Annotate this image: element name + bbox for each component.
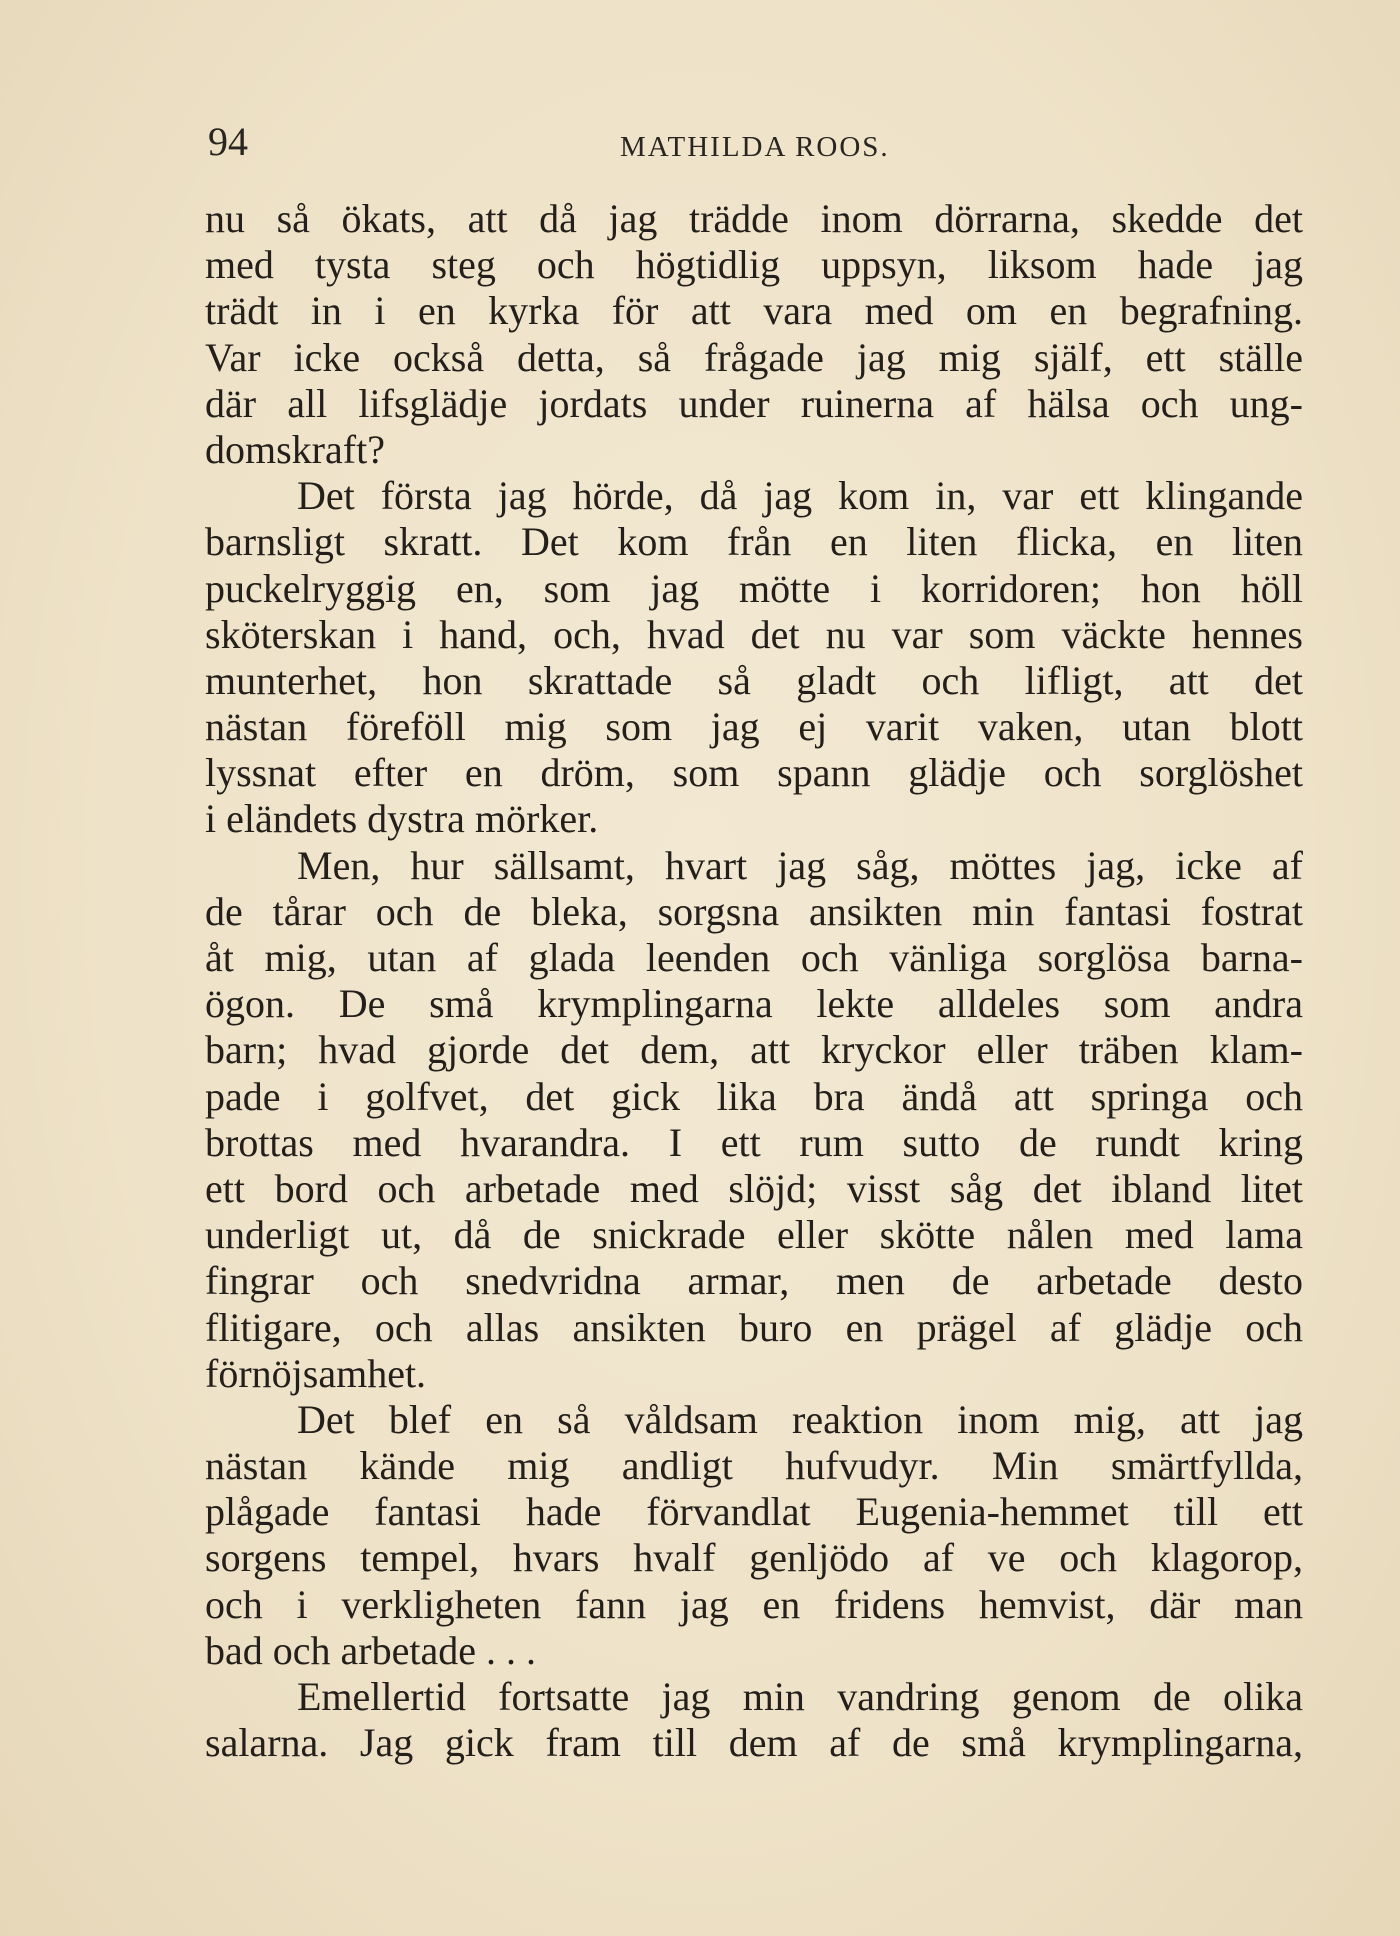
page-number: 94 xyxy=(208,119,248,164)
text-line: de tårar och de bleka, sorgsna ansikten min fantasi fostrat xyxy=(205,888,1303,934)
text-line: Det första jag hörde, då jag kom in, var ett klingande xyxy=(297,473,1303,519)
text-line: Men, hur sällsamt, hvart jag såg, möttes jag, icke af xyxy=(297,842,1303,888)
text-line: nästan föreföll mig som jag ej varit vaken, utan blott xyxy=(205,704,1303,750)
text-line: domskraft? xyxy=(205,426,385,472)
text-line: ögon. De små krymplingarna lekte alldeles som andra xyxy=(205,981,1303,1027)
text-line: brottas med hvarandra. I ett rum sutto de rundt kring xyxy=(205,1119,1303,1165)
text-line: där all lifsglädje jordats under ruinerna af hälsa och ung- xyxy=(205,380,1303,426)
text-line: ett bord och arbetade med slöjd; visst såg det ibland litet xyxy=(205,1165,1303,1211)
text-line: nästan kände mig andligt hufvudyr. Min smärtfyllda, xyxy=(205,1443,1303,1489)
text-line: plågade fantasi hade förvandlat Eugenia-hemmet till ett xyxy=(205,1489,1303,1535)
text-line: trädt in i en kyrka för att vara med om en begrafning. xyxy=(205,288,1303,334)
text-line: förnöjsamhet. xyxy=(205,1350,427,1396)
text-line: underligt ut, då de snickrade eller skötte nålen med lama xyxy=(205,1212,1303,1258)
text-line: puckelryggig en, som jag mötte i korridoren; hon höll xyxy=(205,565,1303,611)
text-line: barn; hvad gjorde det dem, att kryckor eller träben klam- xyxy=(205,1027,1303,1073)
text-line: pade i golfvet, det gick lika bra ändå att springa och xyxy=(205,1073,1303,1119)
text-line: Emellertid fortsatte jag min vandring genom de olika xyxy=(297,1674,1303,1719)
running-head: MATHILDA ROOS. xyxy=(620,131,890,163)
text-line: Var icke också detta, så frågade jag mig själf, ett ställe xyxy=(205,334,1303,380)
text-line: med tysta steg och högtidlig uppsyn, liksom hade jag xyxy=(205,242,1303,288)
text-line: sorgens tempel, hvars hvalf genljödo af ve och klagorop, xyxy=(205,1535,1303,1581)
page-header xyxy=(208,118,1300,178)
text-line: barnsligt skratt. Det kom från en liten flicka, en liten xyxy=(205,519,1303,565)
text-line: flitigare, och allas ansikten buro en prägel af glädje och xyxy=(205,1304,1303,1350)
body-text xyxy=(205,196,1303,1766)
text-line: Det blef en så våldsam reaktion inom mig, att jag xyxy=(297,1396,1303,1442)
text-line: lyssnat efter en dröm, som spann glädje och sorglöshet xyxy=(205,750,1303,796)
text-line: salarna. Jag gick fram till dem af de små krymplingarna, xyxy=(205,1720,1303,1766)
text-line: åt mig, utan af glada leenden och vänliga sorglösa barna- xyxy=(205,935,1303,980)
text-line: munterhet, hon skrattade så gladt och lifligt, att det xyxy=(205,657,1303,703)
text-line: bad och arbetade . . . xyxy=(205,1627,536,1673)
text-line: nu så ökats, att då jag trädde inom dörrarna, skedde det xyxy=(205,196,1303,241)
text-line: och i verkligheten fann jag en fridens hemvist, där man xyxy=(205,1581,1303,1627)
text-line: i eländets dystra mörker. xyxy=(205,796,599,842)
text-line: sköterskan i hand, och, hvad det nu var som väckte hennes xyxy=(205,611,1303,657)
text-line: fingrar och snedvridna armar, men de arbetade desto xyxy=(205,1258,1303,1304)
